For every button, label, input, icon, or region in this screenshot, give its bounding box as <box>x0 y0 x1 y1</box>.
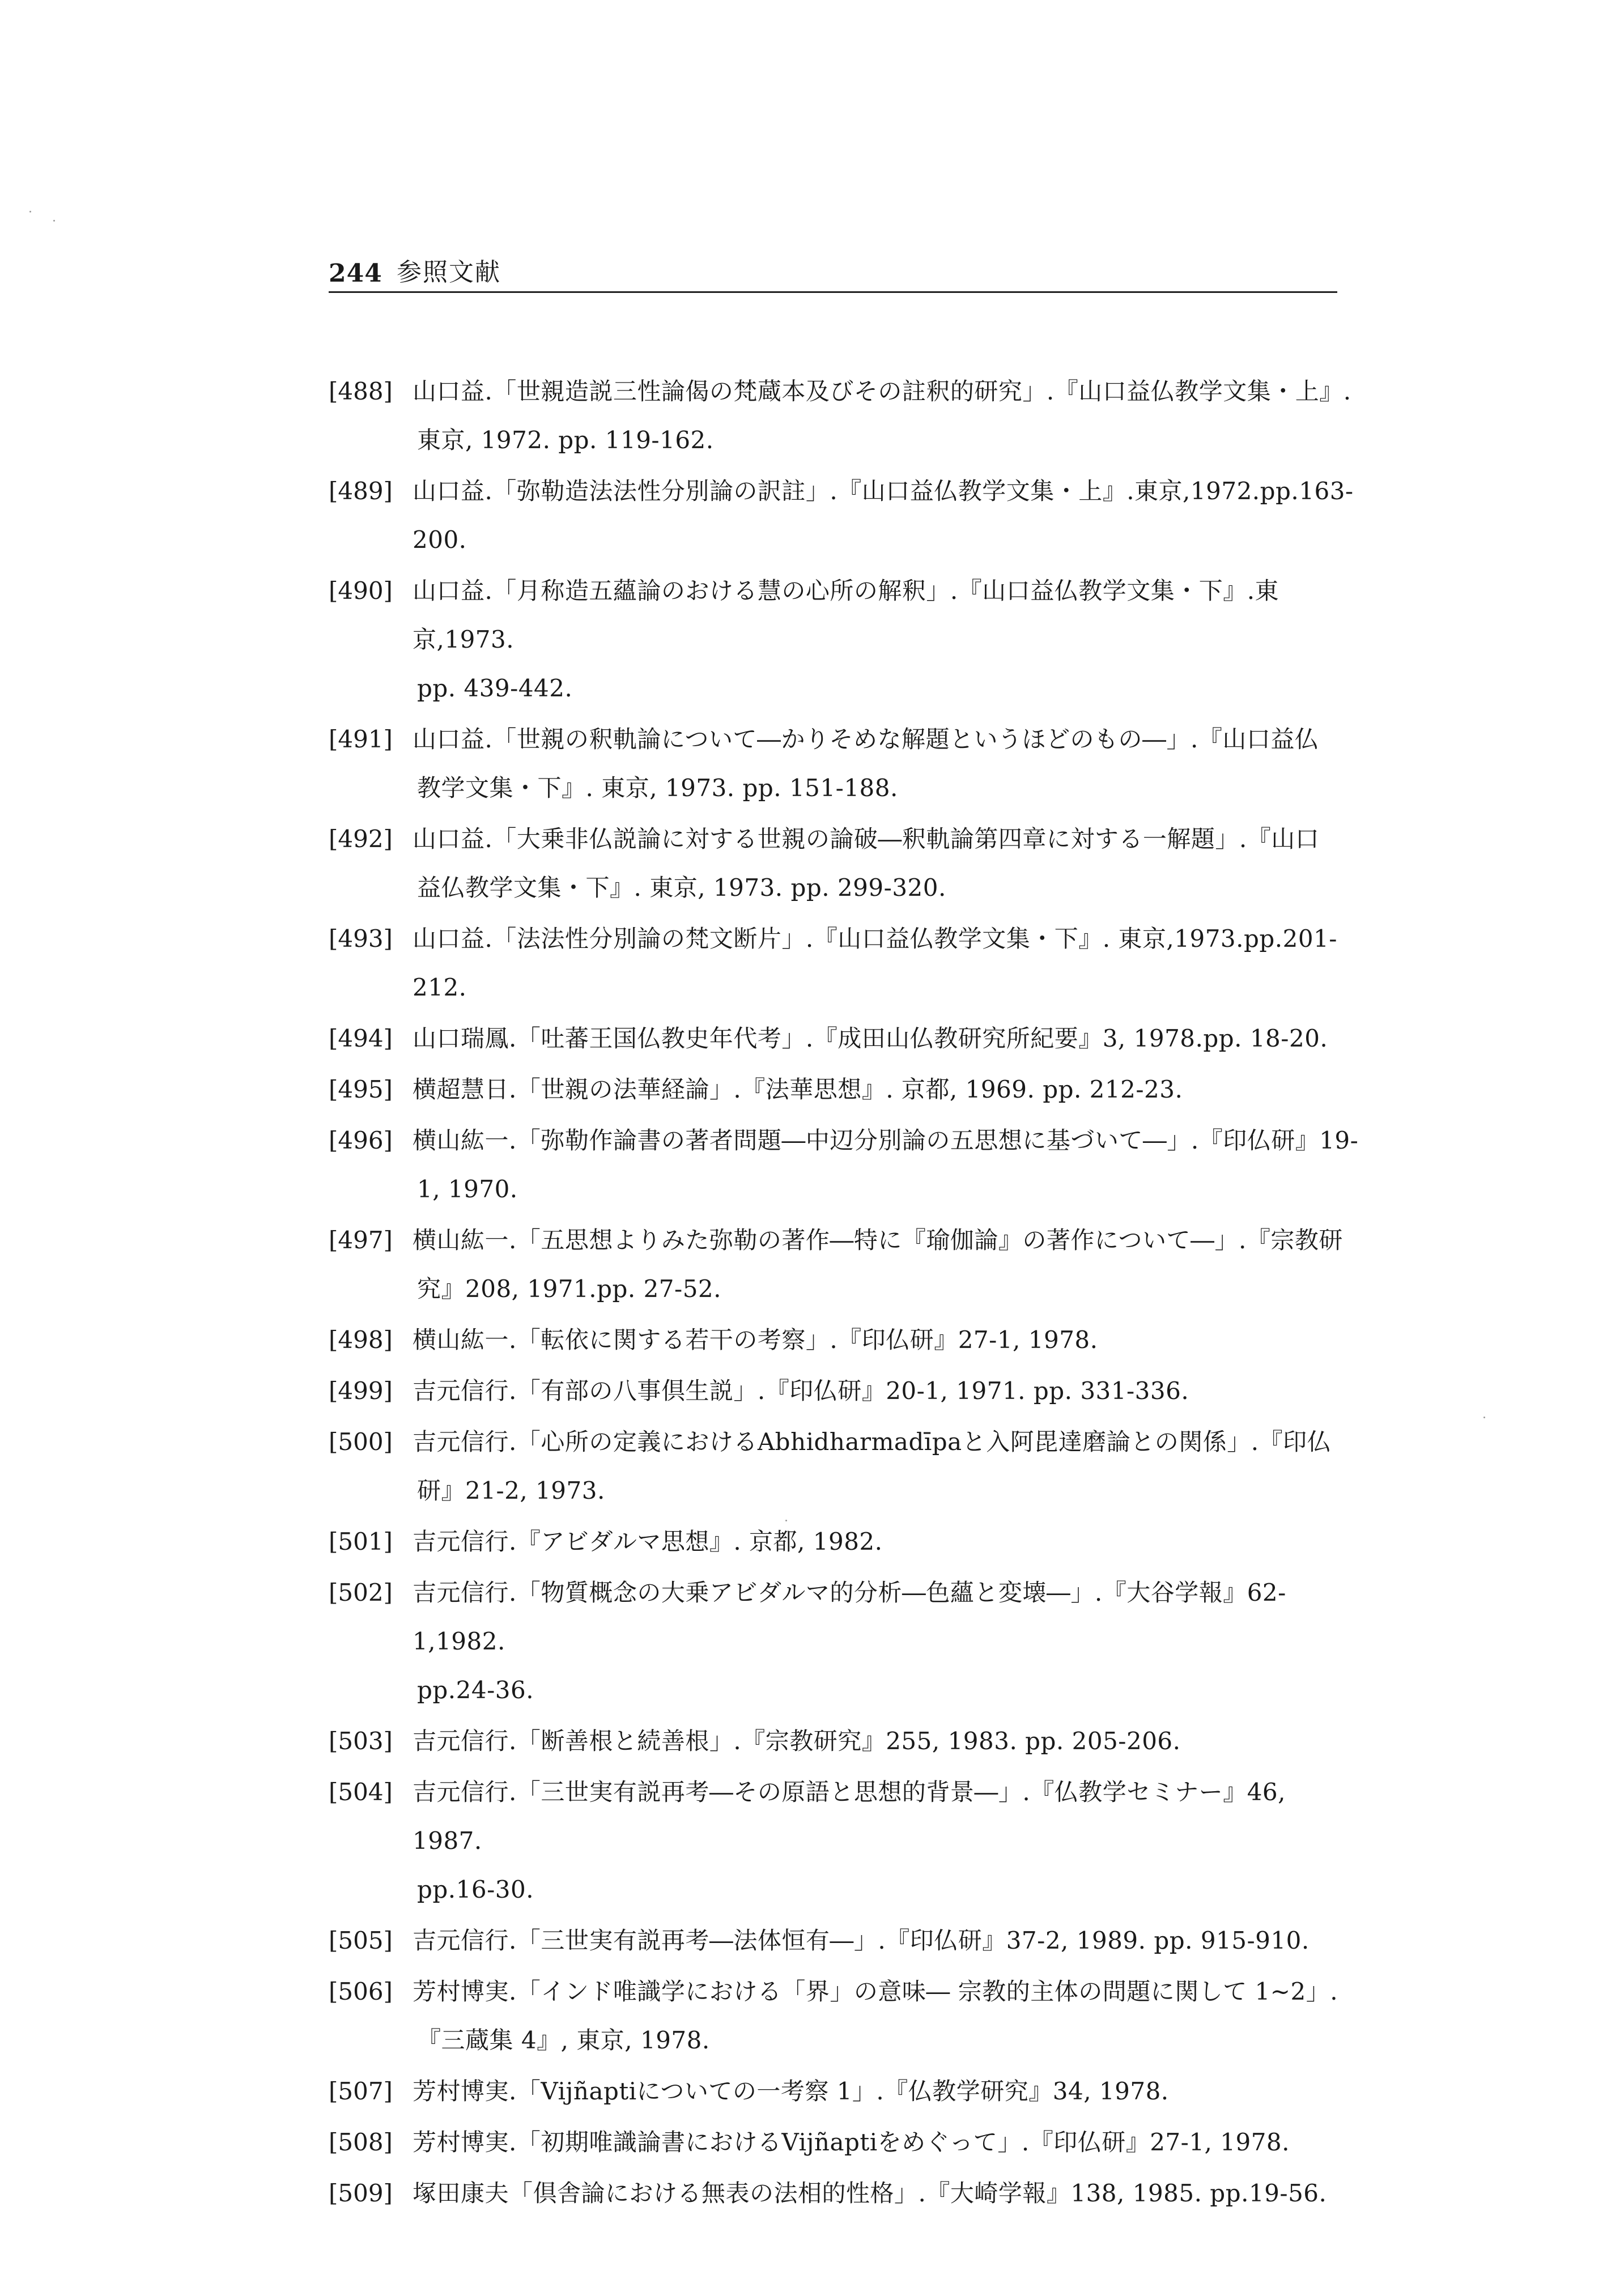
reference-text: 吉元信行.「心所の定義におけるAbhidharmadīpaと入阿毘達磨論との関係」.『印仏 <box>413 1428 1332 1456</box>
reference-text: 横山紘一.「五思想よりみた弥勒の著作―特に『瑜伽論』の著作について―」.『宗教研 <box>413 1226 1343 1254</box>
reference-text-continued: pp.24-36. <box>417 1676 534 1704</box>
scan-speck <box>1483 1417 1485 1418</box>
reference-number: [488] <box>329 377 393 405</box>
reference-text: 吉元信行.「有部の八事倶生説」.『印仏研』20-1, 1971. pp. 331-336. <box>413 1377 1189 1405</box>
reference-text: 山口益.「大乗非仏説論に対する世親の論破―釈軌論第四章に対する一解題」.『山口 <box>413 825 1320 853</box>
reference-text: 吉元信行.「三世実有説再考―その原語と思想的背景―」.『仏教学セミナー』46, 1987. <box>413 1778 1286 1855</box>
reference-entry <box>329 2118 1360 2167</box>
reference-text-continued: 益仏教学文集・下』. 東京, 1973. pp. 299-320. <box>417 874 946 902</box>
reference-entry <box>329 2067 1360 2116</box>
reference-entry <box>329 1768 1360 1914</box>
reference-text: 吉元信行.「断善根と続善根」.『宗教研究』255, 1983. pp. 205-206. <box>413 1727 1181 1755</box>
reference-text: 芳村博実.「初期唯識論書におけるVijñaptiをめぐって」.『印仏研』27-1, 1978. <box>413 2128 1290 2156</box>
reference-number: [504] <box>329 1778 393 1806</box>
reference-number: [505] <box>329 1927 393 1954</box>
reference-entry <box>329 1065 1360 1114</box>
reference-text-continued: 研』21-2, 1973. <box>417 1477 605 1504</box>
reference-text-continued: pp.16-30. <box>417 1876 534 1903</box>
reference-text-continued: 究』208, 1971.pp. 27-52. <box>417 1275 722 1303</box>
reference-number: [502] <box>329 1579 393 1606</box>
reference-number: [497] <box>329 1226 393 1254</box>
reference-text: 塚田康夫「倶舎論における無表の法相的性格」.『大崎学報』138, 1985. pp.19-56. <box>413 2179 1327 2207</box>
reference-entry <box>329 1316 1360 1364</box>
reference-entry <box>329 1014 1360 1063</box>
reference-text: 吉元信行.「三世実有説再考―法体恒有―」.『印仏研』37-2, 1989. pp. 915-910. <box>413 1927 1310 1954</box>
reference-text-continued: 教学文集・下』. 東京, 1973. pp. 151-188. <box>417 774 898 802</box>
reference-entry <box>329 1116 1360 1214</box>
reference-text: 山口益.「法法性分別論の梵文断片」.『山口益仏教学文集・下』. 東京,1973.pp.201-212. <box>413 925 1337 1001</box>
reference-number: [494] <box>329 1024 393 1052</box>
page-number: 244 <box>329 259 382 288</box>
scan-speck <box>53 220 55 222</box>
reference-entry <box>329 915 1360 1012</box>
scan-speck <box>785 1520 787 1521</box>
reference-number: [492] <box>329 825 393 853</box>
reference-text: 芳村博実.「Vijñaptiについての一考察 1」.『仏教学研究』34, 1978. <box>413 2077 1169 2105</box>
reference-entry <box>329 815 1360 912</box>
reference-number: [507] <box>329 2077 393 2105</box>
running-title: 参照文献 <box>397 258 501 287</box>
reference-list <box>329 367 1360 2220</box>
reference-text: 山口益.「世親の釈軌論について―かりそめな解題というほどのもの―」.『山口益仏 <box>413 725 1319 753</box>
reference-text: 山口益.「弥勒造法法性分別論の訳註」.『山口益仏教学文集・上』.東京,1972.pp.163-200. <box>413 477 1354 554</box>
reference-text: 横山紘一.「弥勒作論書の著者問題―中辺分別論の五思想に基づいて―」.『印仏研』19- <box>413 1126 1359 1154</box>
reference-number: [490] <box>329 577 393 605</box>
page-header <box>329 254 1337 293</box>
reference-entry <box>329 1916 1360 1965</box>
reference-number: [498] <box>329 1326 393 1354</box>
reference-number: [503] <box>329 1727 393 1755</box>
reference-number: [509] <box>329 2179 393 2207</box>
reference-text: 芳村博実.「インド唯識学における「界」の意味― 宗教的主体の問題に関して 1~2」. <box>413 1978 1338 2005</box>
reference-entry <box>329 1367 1360 1415</box>
reference-number: [500] <box>329 1428 393 1456</box>
reference-entry <box>329 1568 1360 1715</box>
reference-number: [508] <box>329 2128 393 2156</box>
reference-entry <box>329 567 1360 713</box>
reference-number: [495] <box>329 1075 393 1103</box>
reference-entry <box>329 1418 1360 1515</box>
reference-entry <box>329 715 1360 813</box>
reference-text-continued: pp. 439-442. <box>417 674 573 702</box>
reference-entry <box>329 1517 1360 1566</box>
reference-text: 山口瑞鳳.「吐蕃王国仏教史年代考」.『成田山仏教研究所紀要』3, 1978.pp. 18-20. <box>413 1024 1328 1052</box>
reference-number: [499] <box>329 1377 393 1405</box>
reference-text-continued: 東京, 1972. pp. 119-162. <box>417 426 714 454</box>
reference-number: [506] <box>329 1978 393 2005</box>
reference-text: 吉元信行.「物質概念の大乗アビダルマ的分析―色蘊と変壊―」.『大谷学報』62-1,1982. <box>413 1579 1286 1655</box>
reference-text: 吉元信行.『アビダルマ思想』. 京都, 1982. <box>413 1528 883 1555</box>
reference-number: [489] <box>329 477 393 505</box>
reference-text-continued: 1, 1970. <box>417 1175 518 1203</box>
reference-entry <box>329 1967 1360 2065</box>
reference-number: [501] <box>329 1528 393 1555</box>
reference-number: [491] <box>329 725 393 753</box>
reference-entry <box>329 1717 1360 1766</box>
reference-number: [496] <box>329 1126 393 1154</box>
reference-entry <box>329 367 1360 465</box>
reference-number: [493] <box>329 925 393 953</box>
reference-text-continued: 『三蔵集 4』, 東京, 1978. <box>417 2026 710 2054</box>
reference-text: 山口益.「月称造五蘊論のおける慧の心所の解釈」.『山口益仏教学文集・下』.東京,1973. <box>413 577 1279 653</box>
reference-entry <box>329 467 1360 564</box>
reference-entry <box>329 2169 1360 2218</box>
reference-entry <box>329 1216 1360 1313</box>
scan-speck <box>29 211 31 212</box>
reference-text: 横山紘一.「転依に関する若干の考察」.『印仏研』27-1, 1978. <box>413 1326 1098 1354</box>
reference-text: 山口益.「世親造説三性論偈の梵蔵本及びその註釈的研究」.『山口益仏教学文集・上』. <box>413 377 1351 405</box>
reference-text: 横超慧日.「世親の法華経論」.『法華思想』. 京都, 1969. pp. 212-23. <box>413 1075 1183 1103</box>
